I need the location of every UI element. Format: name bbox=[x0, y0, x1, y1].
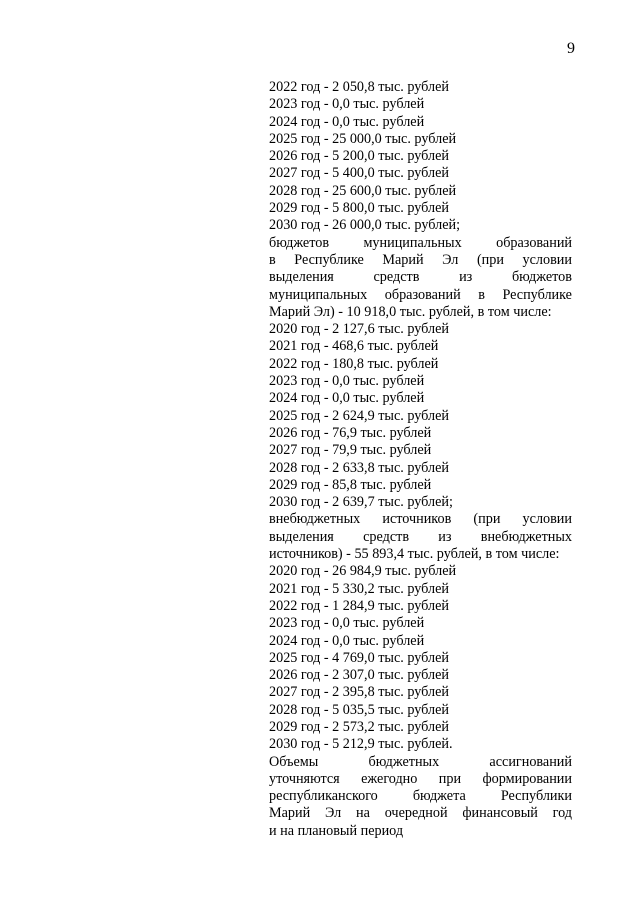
justified-text-line bbox=[269, 287, 572, 304]
text-line: источников) - 55 893,4 тыс. рублей, в том числе: bbox=[269, 546, 560, 563]
text-word: бюджетов bbox=[269, 234, 330, 251]
text-word: Эл bbox=[442, 251, 459, 268]
text-word: год bbox=[552, 805, 572, 822]
text-line: 2027 год - 79,9 тыс. рублей bbox=[269, 442, 432, 459]
text-word: бюджетных bbox=[368, 753, 440, 770]
text-line: 2026 год - 5 200,0 тыс. рублей bbox=[269, 148, 449, 165]
text-word: Эл bbox=[324, 805, 342, 822]
text-line: и на плановый период bbox=[269, 822, 404, 839]
justified-text-line bbox=[269, 511, 572, 528]
document-text-column bbox=[269, 79, 572, 840]
text-word: бюджетов bbox=[511, 269, 572, 286]
text-line: 2024 год - 0,0 тыс. рублей bbox=[269, 113, 425, 130]
text-word: уточняются bbox=[269, 770, 340, 787]
text-line: 2022 год - 1 284,9 тыс. рублей bbox=[269, 597, 449, 614]
text-word: условии bbox=[522, 251, 572, 268]
text-line: 2028 год - 2 633,8 тыс. рублей bbox=[269, 459, 449, 476]
text-word: условии bbox=[522, 511, 572, 528]
justified-text-line bbox=[269, 252, 572, 269]
text-word: бюджета bbox=[412, 788, 466, 805]
text-line: 2028 год - 5 035,5 тыс. рублей bbox=[269, 701, 449, 718]
text-word: источников bbox=[382, 511, 452, 528]
text-word: из bbox=[459, 269, 473, 286]
text-line: 2023 год - 0,0 тыс. рублей bbox=[269, 373, 425, 390]
text-line: 2027 год - 2 395,8 тыс. рублей bbox=[269, 684, 449, 701]
text-line: 2020 год - 2 127,6 тыс. рублей bbox=[269, 321, 449, 338]
justified-text-line bbox=[269, 788, 572, 805]
text-line: 2025 год - 25 000,0 тыс. рублей bbox=[269, 130, 457, 147]
text-word: Объемы bbox=[269, 753, 319, 770]
text-word: республиканского bbox=[269, 788, 378, 805]
text-word: Марий bbox=[269, 805, 311, 822]
text-word: ежегодно bbox=[361, 770, 418, 787]
text-word: образований bbox=[496, 234, 572, 251]
text-line: 2029 год - 5 800,0 тыс. рублей bbox=[269, 200, 449, 217]
text-word: формировании bbox=[482, 770, 572, 787]
text-word: муниципальных bbox=[269, 286, 368, 303]
text-line: Марий Эл) - 10 918,0 тыс. рублей, в том числе: bbox=[269, 303, 552, 320]
text-line: 2025 год - 4 769,0 тыс. рублей bbox=[269, 649, 449, 666]
text-line: 2025 год - 2 624,9 тыс. рублей bbox=[269, 407, 449, 424]
justified-text-line bbox=[269, 529, 572, 546]
text-line: 2026 год - 76,9 тыс. рублей bbox=[269, 424, 432, 441]
text-line: 2029 год - 2 573,2 тыс. рублей bbox=[269, 718, 449, 735]
text-word: ассигнований bbox=[489, 753, 572, 770]
text-line: 2024 год - 0,0 тыс. рублей bbox=[269, 632, 425, 649]
text-line: 2021 год - 5 330,2 тыс. рублей bbox=[269, 580, 449, 597]
text-line: 2023 год - 0,0 тыс. рублей bbox=[269, 615, 425, 632]
text-word: внебюджетных bbox=[480, 528, 572, 545]
justified-text-line bbox=[269, 771, 572, 788]
text-line: 2020 год - 26 984,9 тыс. рублей bbox=[269, 563, 457, 580]
text-line: 2022 год - 2 050,8 тыс. рублей bbox=[269, 79, 449, 95]
text-word: муниципальных bbox=[363, 234, 462, 251]
text-word: (при bbox=[473, 511, 501, 528]
text-word: из bbox=[438, 528, 452, 545]
text-word: Республике bbox=[502, 286, 572, 303]
text-line: 2028 год - 25 600,0 тыс. рублей bbox=[269, 182, 457, 199]
justified-text-line bbox=[269, 269, 572, 286]
text-line: 2021 год - 468,6 тыс. рублей bbox=[269, 338, 439, 355]
text-line: 2024 год - 0,0 тыс. рублей bbox=[269, 390, 425, 407]
text-line: 2023 год - 0,0 тыс. рублей bbox=[269, 96, 425, 113]
text-word: Марий bbox=[382, 251, 424, 268]
text-word: при bbox=[438, 770, 462, 787]
text-word: выделения bbox=[269, 269, 334, 286]
text-line: 2026 год - 2 307,0 тыс. рублей bbox=[269, 667, 449, 684]
text-word: образований bbox=[384, 286, 461, 303]
text-line: 2027 год - 5 400,0 тыс. рублей bbox=[269, 165, 449, 182]
text-line: 2030 год - 26 000,0 тыс. рублей; bbox=[269, 217, 461, 234]
page-number: 9 bbox=[567, 40, 575, 57]
text-line: 2022 год - 180,8 тыс. рублей bbox=[269, 355, 439, 372]
justified-text-line bbox=[269, 805, 572, 822]
text-line: 2029 год - 85,8 тыс. рублей bbox=[269, 476, 432, 493]
text-word: в bbox=[478, 286, 485, 303]
text-word: на bbox=[356, 805, 370, 822]
text-word: финансовый bbox=[462, 805, 538, 822]
justified-text-line bbox=[269, 235, 572, 252]
text-word: очередной bbox=[384, 805, 448, 822]
text-word: (при bbox=[476, 251, 504, 268]
text-word: выделения bbox=[269, 528, 334, 545]
text-line: 2030 год - 5 212,9 тыс. рублей. bbox=[269, 736, 453, 753]
text-word: внебюджетных bbox=[269, 511, 361, 528]
text-word: Республике bbox=[294, 251, 364, 268]
text-word: средств bbox=[373, 269, 420, 286]
text-word: средств bbox=[363, 528, 410, 545]
text-line: 2030 год - 2 639,7 тыс. рублей; bbox=[269, 494, 453, 511]
text-word: Республики bbox=[500, 788, 572, 805]
justified-text-line bbox=[269, 754, 572, 771]
text-word: в bbox=[269, 251, 276, 268]
